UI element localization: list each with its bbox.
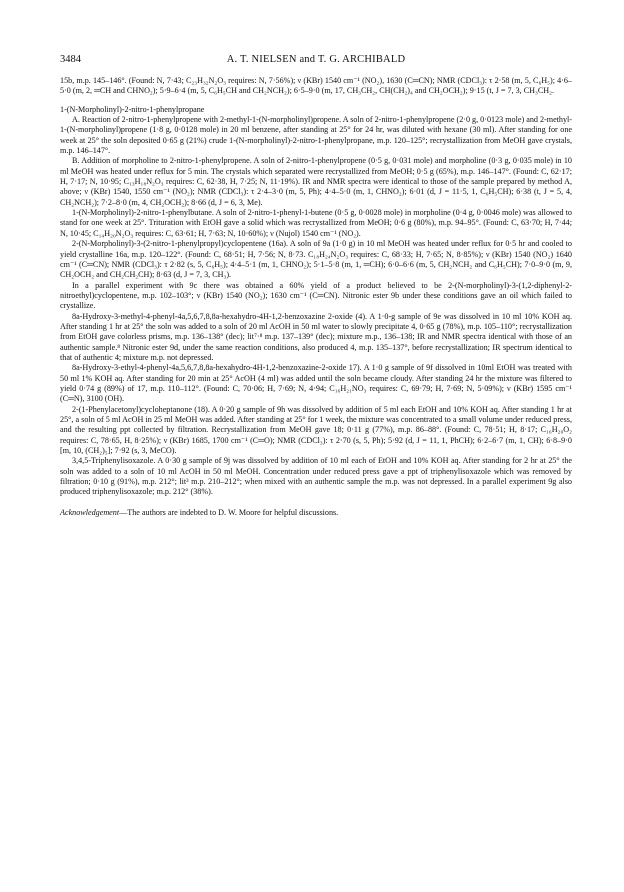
triphenylisoxazole-paragraph: 3,4,5-Triphenylisoxazole. A 0·30 g sample of 9j was dissolved by addition of 10 ml each of EtOH and 10% KOH aq. After standing for 2 hr at 25° the soln was added to a soln of 10 ml AcOH in 50 ml MeOH. Concentration under reduced press gave a ppt of triphenylisoxazole which was removed by filtration; 0·10 g (91%), m.p. 212°; lit³ m.p. 210–212°; when mixed with an authentic sample the m.p. was not depressed. In a parallel experiment 9g also produced triphenylisoxazole; m.p. 212° (38%). (60, 456, 572, 497)
page-header (60, 54, 572, 68)
article-body (60, 76, 572, 526)
page-number: 3484 (60, 54, 81, 65)
compound-16a-paragraph: 2-(N-Morpholinyl)-3-(2-nitro-1-phenylpropyl)cyclopentene (16a). A soln of 9a (1·0 g) in 10 ml MeOH was heated under reflux for 0·5 hr and cooled to yield crystalline 16a, m.p. 120–122°. (Found: C, 68·51; H, 7·56; N, 8·73. C₁₈H₂₄N₂O₃ requires: C, 68·33; H, 7·65; N, 8·85%); ν (KBr) 1540 (NO₂) 1640 cm⁻¹ (C═CN); NMR (CDCl₃): τ 2·82 (s, 5, C₆H₅); 4·4–5·1 (m, 1, CHNO₂); 5·1–5·8 (m, 1, ═CH); 6·0–6·6 (m, 5, CH₂NCH₂ and C₆H₅CH); 7·0–9·0 (m, 9, CH₂OCH₂ and CH₂CH₂CH); 8·63 (d, J = 7, 3, CH₃). (60, 239, 572, 280)
running-head: A. T. NIELSEN and T. G. ARCHIBALD (226, 54, 406, 65)
benzoxazine-17-paragraph: 8a-Hydroxy-3-ethyl-4-phenyl-4a,5,6,7,8,8a-hexahydro-4H-1,2-benzoxazine-2-oxide 17). A 1·0 g sample of 9f dissolved in 10ml EtOH was treated with 50 ml 1% KOH aq. After standing for 20 min at 25° AcOH (4 ml) was added until the soln became cloudy. After standing 24 hr the mixture was filtered to yield 0·74 g (89%) of 17, m.p. 110–112°. (Found: C, 70·06; H, 7·69; N, 4·94; C₁₆H₂₁NO₃ requires: C, 69·79; H, 7·69; N, 5·09%); ν (KBr) 1595 cm⁻¹ (C═N), 3100 (OH). (60, 363, 572, 404)
acknowledgement (60, 508, 572, 518)
parallel-experiment-9c-paragraph: In a parallel experiment with 9c there was obtained a 60% yield of a product believed to be 2-(N-morpholinyl)-3-(1,2-diphenyl-2-nitroethyl)cyclopentene, m.p. 102–103°; ν (KBr) 1540 (NO₂); 1630 cm⁻¹ (C═CN). Nitronic ester 9b under these conditions gave an oil which failed to crystallize. (60, 280, 572, 311)
cycloheptanone-18-paragraph: 2-(1-Phenylacetonyl)cycloheptanone (18). A 0·20 g sample of 9h was dissolved by addition of 5 ml each EtOH and 10% KOH aq. After standing 1 hr at 25°, a soln of 5 ml AcOH in 25 ml MeOH was added. After standing at 25° for 1 week, the mixture was concentrated to a small volume under reduced press, and the resulting ppt collected by filtration. Recrystallization from MeOH gave 18; 0·11 g (77%), m.p. 86–88°. (Found: C, 78·51; H, 8·17; C₁₆H₂₀O₂ requires: C, 78·65, H, 8·25%); ν (KBr) 1685, 1700 cm⁻¹ (C═O); NMR (CDCl₃): τ 2·70 (s, 5, Ph); 5·92 (d, J = 11, 1, PhCH); 6·2–6·7 (m, 1, CH); 6·8–9·0 [m, 10, (CH₂)₅]; 7·92 (s, 3, MeCO). (60, 404, 572, 456)
compound-15b-paragraph: 15b, m.p. 145–146°. (Found: N, 7·43; C₂₃H₃₂N₂O₃ requires: N, 7·56%); ν (KBr) 1540 cm⁻¹ (NO₂), 1630 (C═CN); NMR (CDCl₃): τ 2·58 (m, 5, C₆H₅); 4·6–5·0 (m, 2, ═CH and CHNO₂); 5·9–6·4 (m, 5, C₆H₅CH and CH₂NCH₂); 6·5–9·0 (m, 17, CH₃CH₂, CH(CH₂)₄ and CH₂OCH₂); 9·15 (t, J = 7, 3, CH₃CH₂. (60, 76, 572, 96)
method-b-paragraph: B. Addition of morpholine to 2-nitro-1-phenylpropene. A soln of 2-nitro-1-phenylpropene (0·5 g, 0·031 mole) and morpholine (0·3 g, 0·035 mole) in 10 ml MeOH was heated under reflux for 5 min. The crystals which separated were recrystallized from MeOH; 0·5 g (65%), m.p. 146–147°. (Found: C, 62·17; H, 7·17; N, 10·95; C₁₃H₁₈N₂O₃ requires: C, 62·38, H, 7·25; N, 11·19%). IR and NMR spectra were identical to those of the sample prepared by method A, above; ν (KBr) 1540, 1550 cm⁻¹ (NO₂); NMR (CDCl₃): τ 2·4–3·0 (m, 5, Ph); 4·4–5·0 (m, 1, CHNO₂); 6·01 (d, J = 11·5, 1, C₆H₅CH); 6·38 (t, J = 5, 4, CH₂NCH₂); 7·2–8·0 (m, 4, CH₂OCH₂); 8·66 (d, J = 6, 3, Me). (60, 156, 572, 207)
acknowledgement-text: —The authors are indebted to D. W. Moore for helpful discussions. (119, 507, 339, 517)
method-a-paragraph: A. Reaction of 2-nitro-1-phenylpropene with 2-methyl-1-(N-morpholinyl)propene. A soln of 2-nitro-1-phenylpropene (2·0 g, 0·0123 mole) and 2-methyl-1-(N-morpholinyl)propene (1·8 g, 0·0128 mole) in 20 ml benzene, after standing at 25° for 24 hr, was diluted with hexane (30 ml). After standing for one week at 25° the soln deposited 0·65 g (21%) crude 1-(N-morpholinyl)-2-nitro-1-phenylpropane, m.p. 120–125°; recrystallization from MeOH gave crystals, m.p. 146–147°. (60, 115, 573, 156)
acknowledgement-label: Acknowledgement (60, 507, 120, 517)
benzoxazine-4-paragraph: 8a-Hydroxy-3-methyl-4-phenyl-4a,5,6,7,8,8a-hexahydro-4H-1,2-benzoxazine 2-oxide (4). A 1·0-g sample of 9e was dissolved in 10 ml 10% KOH aq. After standing 1 hr at 25° the soln was added to a soln of 20 ml AcOH in 50 ml water to slowly precipitate 4, 0·65 g (78%), m.p. 105–110°; recrystallization from EtOH gave colorless prisms, m.p. 136–138° (dec); lit⁷·⁸ m.p. 137–139° (dec); mixture m.p., 136–138; IR and NMR spectra identical with those of an authentic sample.⁸ Nitronic ester 9d, under the same reaction conditions, also produced 4, m.p. 135–137°, before recrystallization; IR spectrum identical to that of authentic 4; mixture m.p. not depressed. (60, 311, 572, 362)
section-heading-morpholinyl-nitro-phenylpropane: 1-(N-Morpholinyl)-2-nitro-1-phenylpropane (60, 104, 205, 114)
phenylbutane-paragraph: 1-(N-Morpholinyl)-2-nitro-1-phenylbutane. A soln of 2-nitro-1-phenyl-1-butene (0·5 g, 0·0028 mole) in morpholine (0·4 g, 0·0046 mole) was allowed to stand for one week at 25°. Trituration with EtOH gave a solid which was recrystallized from MeOH; 0·6 g (80%), m.p. 94–95°. (Found: C, 63·70; H, 7·44; N, 10·45; C₁₄H₂₀N₂O₃ requires: C, 63·61; H, 7·63; N, 10·60%); ν (Nujol) 1540 cm⁻¹ (NO₂). (60, 208, 572, 238)
